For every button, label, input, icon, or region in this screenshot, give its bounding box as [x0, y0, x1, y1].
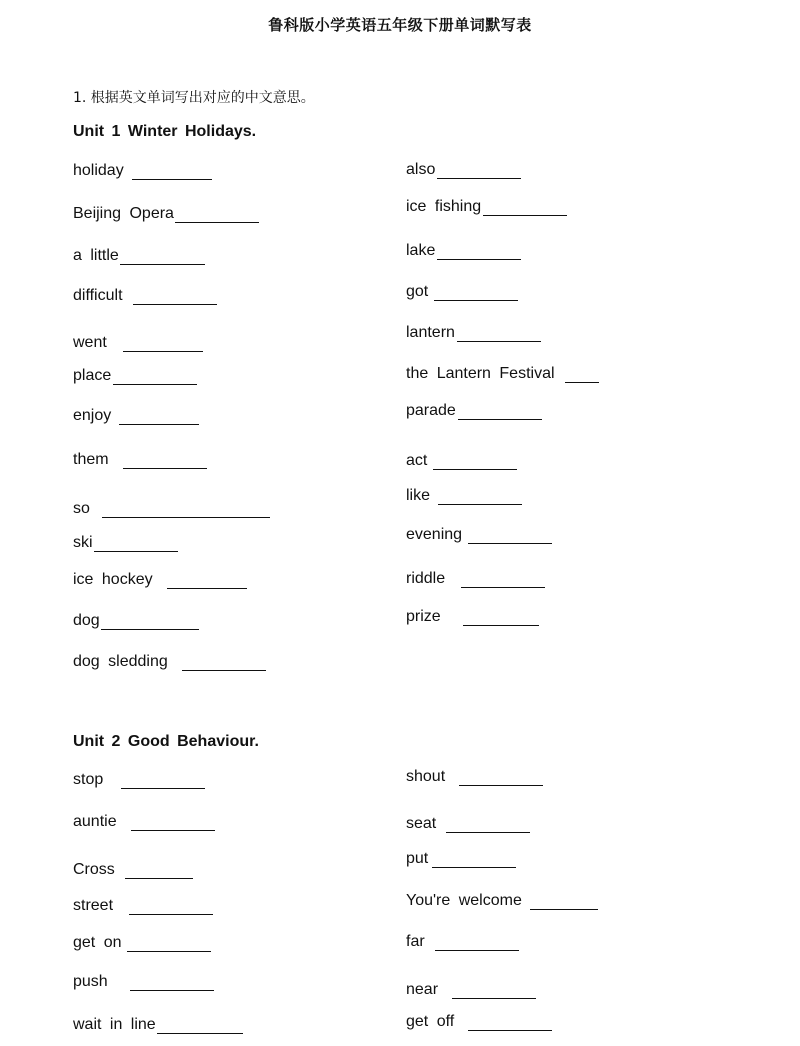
word-entry [73, 287, 217, 305]
word-label: Cross [73, 861, 115, 878]
word-label: prize [406, 608, 441, 625]
word-label: street [73, 897, 114, 914]
word-label: went [73, 334, 107, 351]
word-label: holiday [73, 162, 124, 179]
word-label: dog [73, 612, 100, 629]
word-label: far [406, 933, 425, 950]
word-entry [73, 934, 211, 952]
word-label: ice hockey [73, 571, 153, 588]
word-label: get on [73, 934, 122, 951]
word-entry [406, 242, 521, 260]
word-entry [406, 283, 518, 301]
answer-blank[interactable] [167, 573, 247, 589]
word-label: lake [406, 242, 436, 259]
answer-blank[interactable] [463, 610, 539, 626]
word-label: them [73, 451, 109, 468]
word-label: like [406, 487, 431, 504]
word-entry [406, 933, 519, 951]
word-label: difficult [73, 287, 123, 304]
answer-blank[interactable] [175, 207, 259, 223]
word-entry [73, 973, 214, 991]
answer-blank[interactable] [457, 326, 541, 342]
word-entry [406, 815, 530, 833]
word-entry [406, 324, 541, 342]
word-entry [73, 813, 215, 831]
word-entry [73, 861, 193, 879]
answer-blank[interactable] [468, 1015, 552, 1031]
answer-blank[interactable] [459, 770, 543, 786]
answer-blank[interactable] [101, 614, 199, 630]
answer-blank[interactable] [435, 935, 519, 951]
word-label: put [406, 850, 429, 867]
answer-blank[interactable] [461, 572, 545, 588]
answer-blank[interactable] [94, 536, 178, 552]
word-entry [73, 653, 266, 671]
answer-blank[interactable] [121, 773, 205, 789]
word-label: also [406, 161, 436, 178]
answer-blank[interactable] [530, 894, 598, 910]
word-entry [406, 892, 598, 910]
instruction-text: 1. 根据英文单词写出对应的中文意思。 [73, 90, 315, 106]
word-entry [406, 365, 599, 383]
word-label: act [406, 452, 428, 469]
word-label: a little [73, 247, 119, 264]
word-entry [73, 771, 205, 789]
answer-blank[interactable] [125, 863, 193, 879]
word-entry [73, 571, 247, 589]
answer-blank[interactable] [129, 899, 213, 915]
word-entry [406, 161, 521, 179]
answer-blank[interactable] [458, 404, 542, 420]
word-label: seat [406, 815, 437, 832]
word-label: riddle [406, 570, 446, 587]
answer-blank[interactable] [452, 983, 536, 999]
word-entry [406, 402, 542, 420]
word-label: ice fishing [406, 198, 482, 215]
answer-blank[interactable] [182, 655, 266, 671]
answer-blank[interactable] [130, 975, 214, 991]
answer-blank[interactable] [113, 369, 197, 385]
word-entry [406, 1013, 552, 1031]
word-entry [406, 981, 536, 999]
word-label: lantern [406, 324, 455, 341]
answer-blank[interactable] [438, 489, 522, 505]
word-label: ski [73, 534, 93, 551]
word-label: You're welcome [406, 892, 522, 909]
unit-2-heading: Unit 2 Good Behaviour. [73, 733, 259, 750]
word-label: shout [406, 768, 446, 785]
answer-blank[interactable] [446, 817, 530, 833]
answer-blank[interactable] [132, 164, 212, 180]
answer-blank[interactable] [123, 453, 207, 469]
answer-blank[interactable] [119, 409, 199, 425]
word-label: Beijing Opera [73, 205, 174, 222]
word-label: got [406, 283, 429, 300]
answer-blank[interactable] [120, 249, 205, 265]
answer-blank[interactable] [432, 852, 516, 868]
answer-blank[interactable] [565, 367, 599, 383]
answer-blank[interactable] [133, 289, 217, 305]
answer-blank[interactable] [157, 1018, 243, 1034]
word-label: get off [406, 1013, 455, 1030]
word-entry [406, 768, 543, 786]
word-label: auntie [73, 813, 117, 830]
word-label: near [406, 981, 439, 998]
page-title: 鲁科版小学英语五年级下册单词默写表 [268, 16, 532, 34]
word-entry [73, 534, 178, 552]
word-entry [73, 334, 203, 352]
answer-blank[interactable] [123, 336, 203, 352]
word-entry [73, 247, 205, 265]
word-entry [73, 367, 197, 385]
word-entry [73, 500, 270, 518]
word-entry [73, 162, 212, 180]
answer-blank[interactable] [434, 285, 518, 301]
answer-blank[interactable] [127, 936, 211, 952]
word-label: parade [406, 402, 456, 419]
word-label: wait in line [73, 1016, 156, 1033]
word-label: push [73, 973, 108, 990]
word-entry [73, 407, 199, 425]
answer-blank[interactable] [433, 454, 517, 470]
answer-blank[interactable] [102, 502, 270, 518]
answer-blank[interactable] [437, 244, 521, 260]
answer-blank[interactable] [483, 200, 567, 216]
word-entry [406, 570, 545, 588]
word-label: the Lantern Festival [406, 365, 555, 382]
answer-blank[interactable] [131, 815, 215, 831]
word-entry [406, 198, 567, 216]
word-entry [406, 608, 539, 626]
word-entry [73, 612, 199, 630]
word-label: dog sledding [73, 653, 168, 670]
word-label: place [73, 367, 112, 384]
answer-blank[interactable] [468, 528, 552, 544]
word-label: enjoy [73, 407, 112, 424]
word-entry [73, 897, 213, 915]
word-entry [73, 205, 259, 223]
word-entry [406, 452, 517, 470]
answer-blank[interactable] [437, 163, 521, 179]
word-label: stop [73, 771, 104, 788]
word-entry [73, 451, 207, 469]
word-entry [406, 526, 552, 544]
word-entry [73, 1016, 243, 1034]
unit-1-heading: Unit 1 Winter Holidays. [73, 123, 257, 140]
word-label: evening [406, 526, 463, 543]
word-entry [406, 487, 522, 505]
word-entry [406, 850, 516, 868]
word-label: so [73, 500, 90, 517]
